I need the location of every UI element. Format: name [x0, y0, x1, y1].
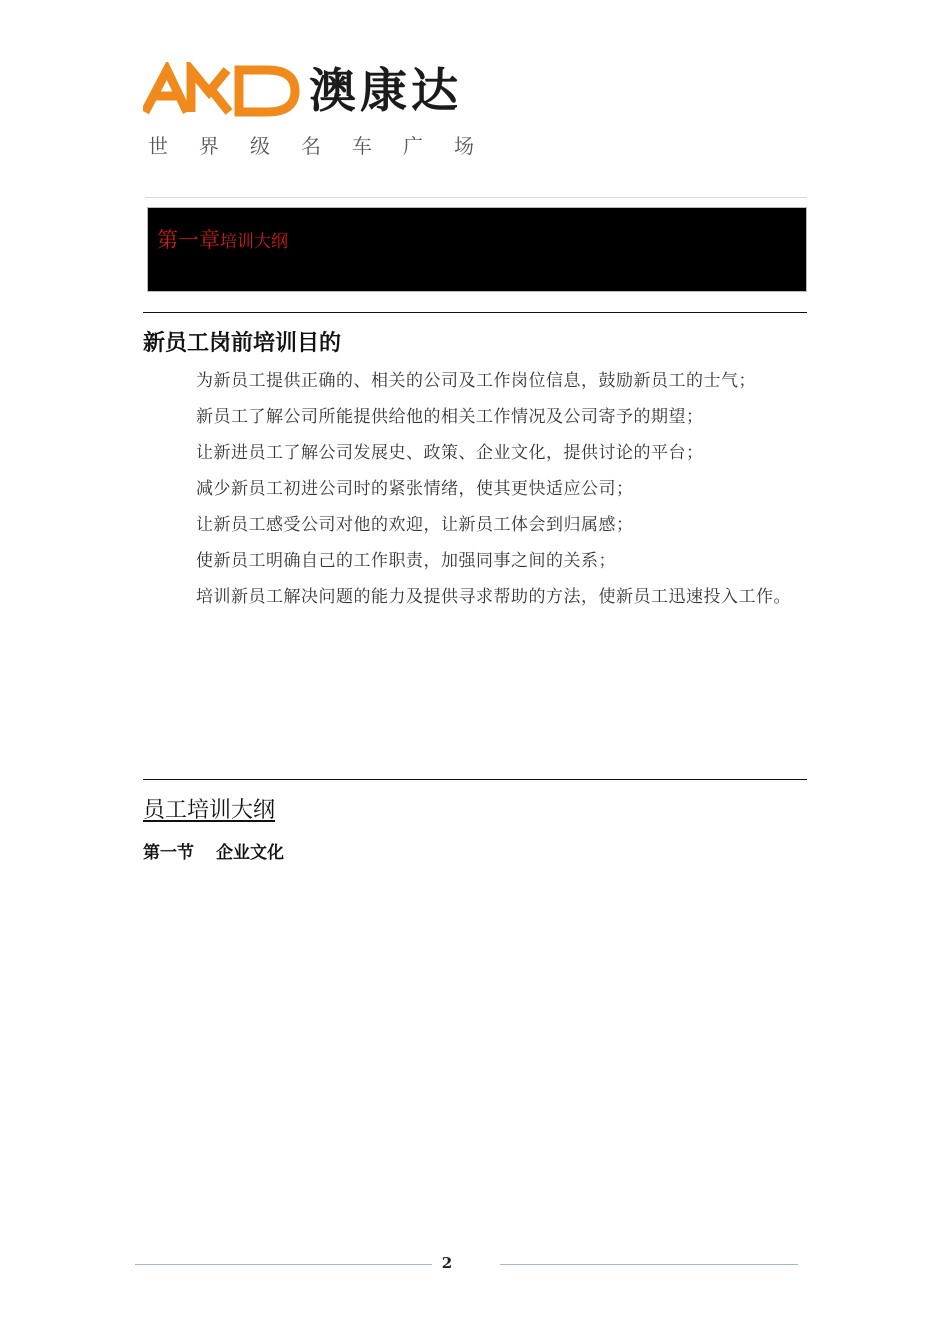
- logo-tagline: 世界级名车广场: [148, 134, 505, 158]
- chapter-name: 培训大纲: [220, 232, 288, 252]
- footer-line-right: [500, 1264, 798, 1265]
- paragraph: 减少新员工初进公司时的紧张情绪，使其更快适应公司；: [196, 479, 634, 499]
- section-divider: [143, 312, 807, 313]
- paragraph: 让新进员工了解公司发展史、政策、企业文化，提供讨论的平台；: [196, 443, 704, 463]
- paragraph: 培训新员工解决问题的能力及提供寻求帮助的方法，使新员工迅速投入工作。: [196, 587, 791, 607]
- paragraph: 为新员工提供正确的、相关的公司及工作岗位信息，鼓励新员工的士气；: [196, 371, 756, 391]
- purpose-paragraphs: [143, 363, 803, 615]
- chapter-title: [157, 224, 288, 254]
- paragraph: 让新员工感受公司对他的欢迎，让新员工体会到归属感；: [196, 515, 634, 535]
- paragraph: 新员工了解公司所能提供给他的相关工作情况及公司寄予的期望；: [196, 407, 704, 427]
- section-heading-purpose: 新员工岗前培训目的: [143, 331, 342, 356]
- subsection-title: 企业文化: [216, 843, 284, 863]
- chapter-number: 第一章: [157, 228, 220, 252]
- akd-logo-mark-icon: [143, 62, 303, 118]
- subsection-number: 第一节: [143, 843, 194, 863]
- section-heading-outline: 员工培训大纲: [143, 798, 276, 823]
- paragraph: 使新员工明确自己的工作职责，加强同事之间的关系；: [196, 551, 616, 571]
- section-divider: [143, 779, 807, 780]
- logo-cn-name: 澳康达: [309, 64, 462, 119]
- subsection-heading: [143, 838, 284, 863]
- chapter-banner: [148, 208, 806, 291]
- footer-line-left: [135, 1264, 432, 1265]
- page-number: 2: [441, 1254, 453, 1272]
